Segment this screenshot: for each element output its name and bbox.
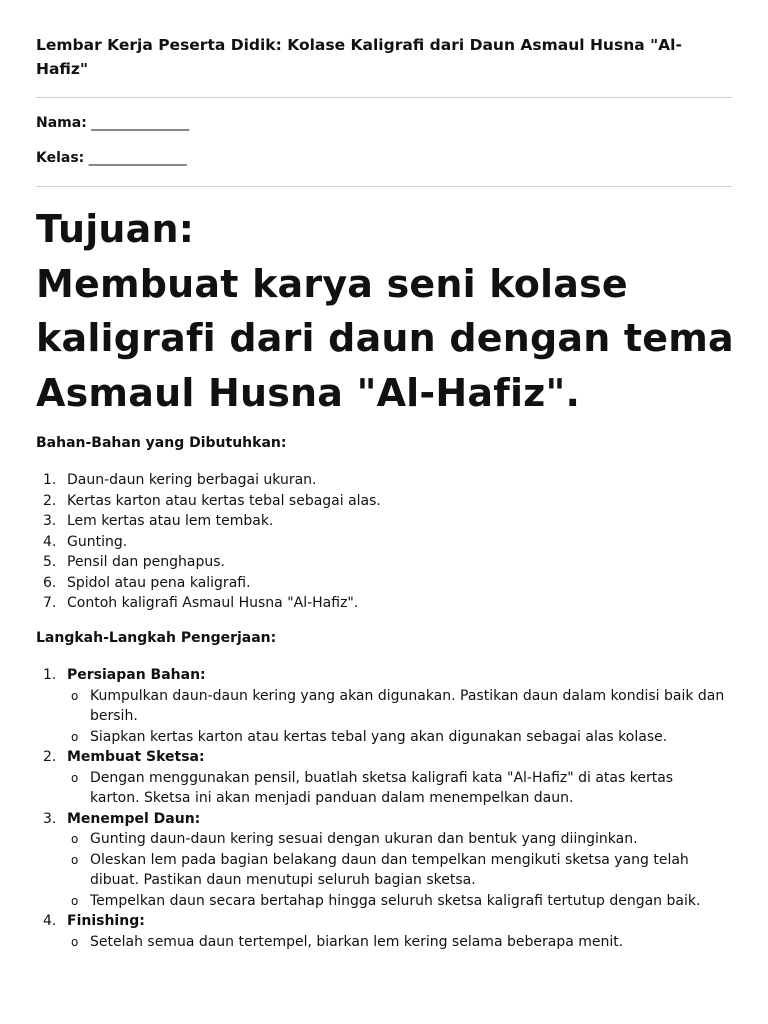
nama-label: Nama: (36, 115, 87, 131)
nama-field (36, 113, 189, 133)
tujuan-heading (36, 202, 736, 420)
langkah-heading: Langkah-Langkah Pengerjaan: (36, 630, 277, 646)
sub-list (67, 932, 726, 953)
kelas-field (36, 148, 187, 168)
sub-item: o Dengan menggunakan pensil, buatlah sketsa kaligrafi kata "Al-Hafiz" di atas kertas karton. Sketsa ini akan menjadi panduan dalam menempelkan daun. (71, 769, 674, 806)
sub-item: o Oleskan lem pada bagian belakang daun dan tempelkan mengikuti sketsa yang telah dibuat. Pastikan daun menutupi seluruh bagian sketsa. (71, 851, 689, 888)
sub-item: o Tempelkan daun secara bertahap hingga seluruh sketsa kaligrafi tertutup dengan baik. (71, 892, 701, 909)
divider (36, 186, 732, 187)
bahan-list (36, 470, 726, 614)
sub-item: o Gunting daun-daun kering sesuai dengan ukuran dan bentuk yang diinginkan. (71, 831, 638, 847)
document-title: Lembar Kerja Peserta Didik: Kolase Kaligrafi dari Daun Asmaul Husna "Al-Hafiz" (36, 36, 682, 78)
list-item: 2. Kertas karton atau kertas tebal sebagai alas. (43, 492, 381, 509)
step-title: Finishing: (67, 913, 145, 929)
sub-list (67, 686, 726, 748)
kelas-blank: ______________ (88, 150, 187, 166)
list-item: 7. Contoh kaligrafi Asmaul Husna "Al-Hafiz". (43, 595, 359, 611)
langkah-list (36, 665, 726, 952)
step-title: Persiapan Bahan: (67, 667, 206, 683)
sub-item: o Kumpulkan daun-daun kering yang akan digunakan. Pastikan daun dalam kondisi baik dan bersih. (71, 687, 725, 724)
list-item: 3. Lem kertas atau lem tembak. (43, 513, 274, 529)
divider (36, 97, 732, 98)
step-title: Membuat Sketsa: (67, 749, 205, 765)
step-item: 3. Menempel Daun: o Gunting daun-daun kering sesuai dengan ukuran dan bentuk yang diinginkan. o Oleskan lem pada bagian belakang daun dan tempelkan mengikuti sketsa yang telah dibuat. Pastikan daun menutupi seluruh bagian sketsa. o Tempelkan daun secara bertahap hingga seluruh sketsa kaligrafi tertutup dengan baik. (36, 809, 726, 912)
list-item: 6. Spidol atau pena kaligrafi. (43, 574, 251, 591)
sub-list (67, 768, 726, 809)
tujuan-text: Membuat karya seni kolase kaligrafi dari daun dengan tema Asmaul Husna "Al-Hafiz". (36, 261, 734, 415)
step-title: Menempel Daun: (67, 810, 201, 827)
kelas-label: Kelas: (36, 150, 85, 166)
sub-list (67, 829, 726, 911)
step-item: 4. Finishing: o Setelah semua daun tertempel, biarkan lem kering selama beberapa menit. (36, 911, 726, 952)
sub-item: o Siapkan kertas karton atau kertas tebal yang akan digunakan sebagai alas kolase. (71, 728, 668, 745)
list-item: 4. Gunting. (43, 533, 128, 550)
sub-item: o Setelah semua daun tertempel, biarkan lem kering selama beberapa menit. (71, 933, 624, 950)
tujuan-label: Tujuan: (36, 207, 195, 251)
bahan-heading: Bahan-Bahan yang Dibutuhkan: (36, 435, 287, 451)
list-item: 1. Daun-daun kering berbagai ukuran. (43, 472, 317, 488)
step-item: 1. Persiapan Bahan: o Kumpulkan daun-daun kering yang akan digunakan. Pastikan daun dalam kondisi baik dan bersih. o Siapkan kertas karton atau kertas tebal yang akan digunakan sebagai alas kolase. (36, 665, 726, 747)
list-item: 5. Pensil dan penghapus. (43, 554, 225, 570)
nama-blank: ______________ (91, 115, 190, 131)
step-item: 2. Membuat Sketsa: o Dengan menggunakan pensil, buatlah sketsa kaligrafi kata "Al-Hafiz" di atas kertas karton. Sketsa ini akan menjadi panduan dalam menempelkan daun. (36, 747, 726, 809)
